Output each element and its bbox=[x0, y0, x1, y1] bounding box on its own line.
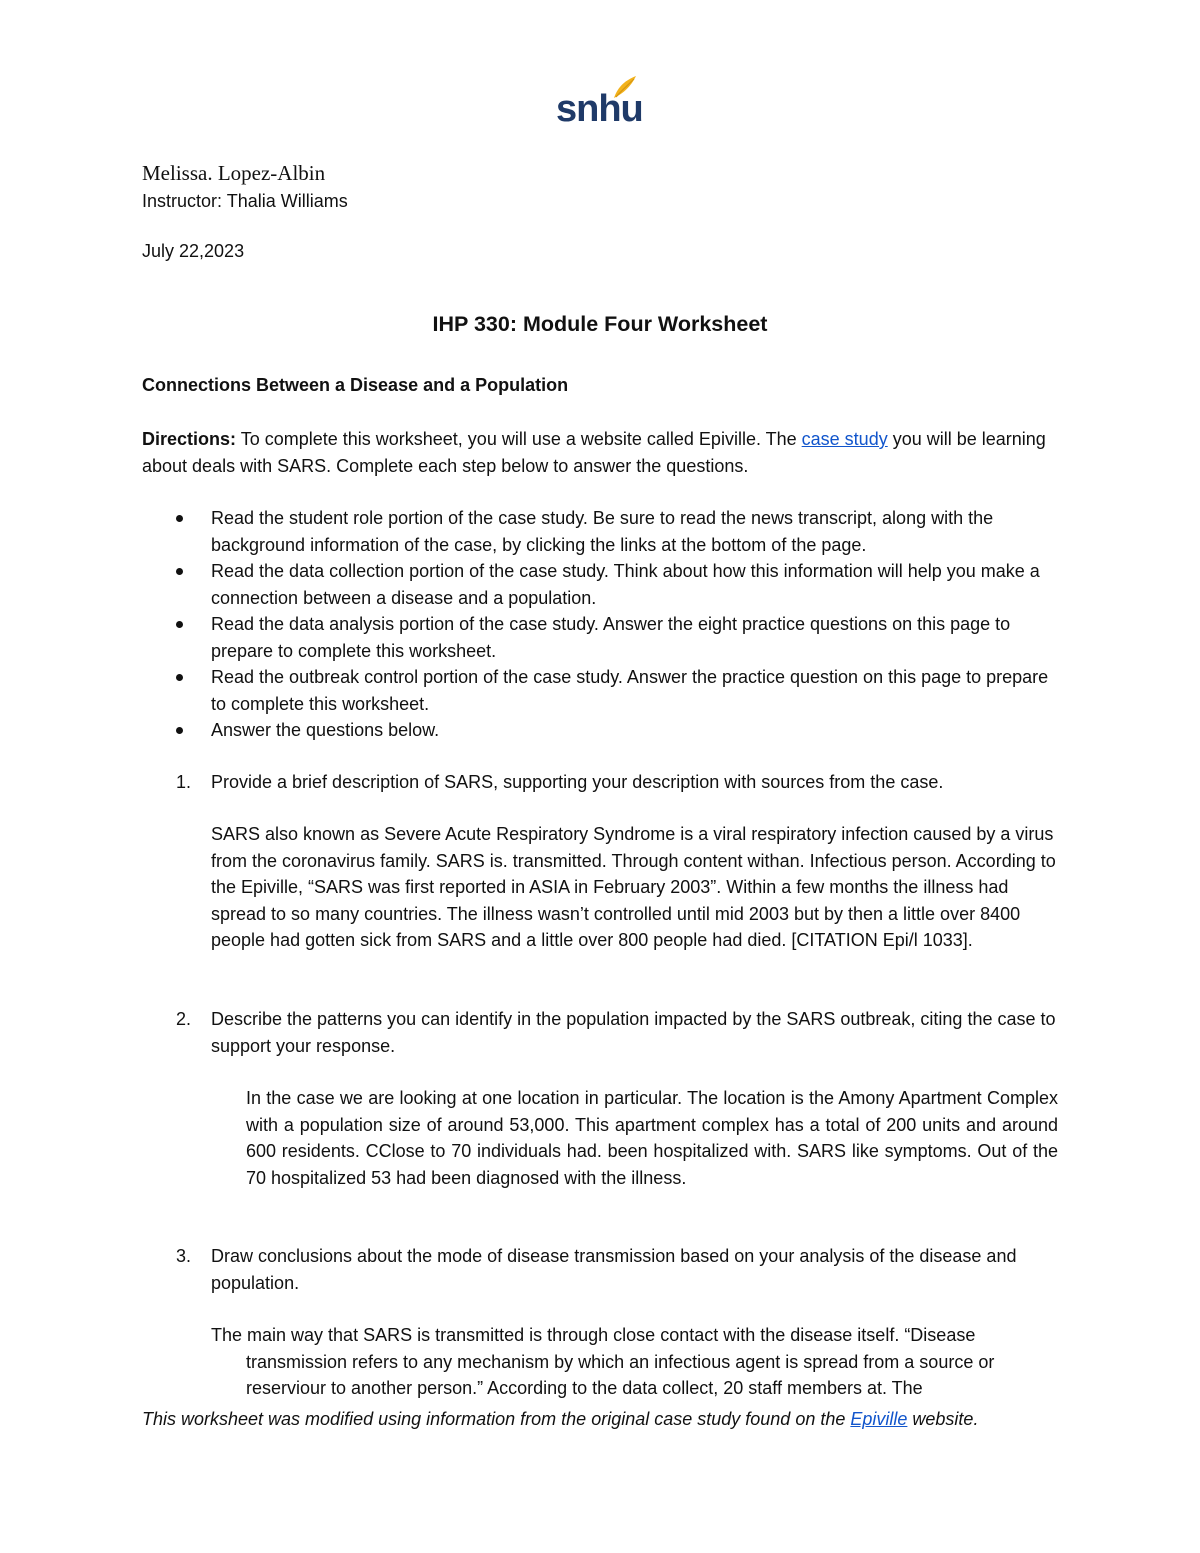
instructor-line: Instructor: Thalia Williams bbox=[142, 191, 348, 211]
answer-3-continuation: transmission refers to any mechanism by which an infectious agent is spread from a source or reserviour to another person.” According to the data collect, 20 staff members at. The bbox=[246, 1351, 995, 1398]
directions-text-2: you will be learning about deals with SARS. Complete each step below to answer the questions. bbox=[142, 429, 1046, 476]
question-prompt: Provide a brief description of SARS, supporting your description with sources from the case. bbox=[211, 772, 944, 792]
question-3 bbox=[142, 1243, 1062, 1296]
logo-text: snhu bbox=[556, 88, 643, 130]
footnote-text-end: website. bbox=[907, 1409, 979, 1429]
directions-paragraph bbox=[142, 426, 1062, 479]
question-prompt: Describe the patterns you can identify in the population impacted by the SARS outbreak, citing the case to support your response. bbox=[211, 1009, 1056, 1056]
list-item: Read the student role portion of the case study. Be sure to read the news transcript, along with the background information of the case, by clicking the links at the bottom of the page. bbox=[142, 505, 1062, 558]
page-title: IHP 330: Module Four Worksheet bbox=[432, 312, 768, 336]
bullet-icon bbox=[176, 621, 183, 628]
bullet-icon bbox=[176, 674, 183, 681]
question-2 bbox=[142, 1006, 1062, 1059]
case-study-link[interactable]: case study bbox=[801, 429, 888, 449]
answer-1: SARS also known as Severe Acute Respiratory Syndrome is a viral respiratory infection caused by a virus from the coronavirus family. SARS is. transmitted. Through content withan. Infectious person. According to the Epiville, “SARS was first reported in ASIA in February 2003”. Within a few months the illness had spread to so many countries. The illness wasn’t controlled until mid 2003 but by then a little over 8400 people had gotten sick from SARS and a little over 800 people had died. [CITATION Epi/l 1033]. bbox=[211, 824, 1056, 950]
footnote bbox=[142, 1404, 1062, 1434]
question-number: 3. bbox=[176, 1246, 192, 1266]
submission-date: July 22,2023 bbox=[142, 241, 245, 261]
list-item: Read the data analysis portion of the case study. Answer the eight practice questions on this page to prepare to complete this worksheet. bbox=[142, 611, 1062, 664]
directions-label: Directions: bbox=[142, 429, 237, 449]
list-item: Read the data collection portion of the case study. Think about how this information will help you make a connection between a disease and a population. bbox=[142, 558, 1062, 611]
question-prompt: Draw conclusions about the mode of disease transmission based on your analysis of the disease and population. bbox=[211, 1246, 1017, 1293]
epiville-link[interactable]: Epiville bbox=[850, 1409, 908, 1429]
bullet-icon bbox=[176, 515, 183, 522]
footnote-text: This worksheet was modified using information from the original case study found on the bbox=[142, 1409, 851, 1429]
bullet-icon bbox=[176, 727, 183, 734]
answer-3 bbox=[211, 1322, 1061, 1402]
bullet-icon bbox=[176, 568, 183, 575]
question-number: 1. bbox=[176, 772, 192, 792]
snhu-logo bbox=[556, 76, 643, 132]
student-name: Melissa. Lopez-Albin bbox=[142, 161, 326, 185]
answer-3-first-line: The main way that SARS is transmitted is through close contact with the disease itself. “Disease bbox=[211, 1325, 976, 1345]
section-heading: Connections Between a Disease and a Population bbox=[142, 375, 569, 395]
question-number: 2. bbox=[176, 1009, 192, 1029]
question-1 bbox=[142, 769, 1062, 796]
answer-2: In the case we are looking at one location in particular. The location is the Amony Apartment Complex with a population size of around 53,000. This apartment complex has a total of 200 units and around 600 residents. CClose to 70 individuals had. been hospitalized with. SARS like symptoms. Out of the 70 hospitalized 53 had been diagnosed with the illness. bbox=[246, 1088, 1058, 1188]
list-item: Answer the questions below. bbox=[142, 717, 1062, 744]
directions-text-1: To complete this worksheet, you will use a website called Epiville. The bbox=[236, 429, 802, 449]
instruction-list bbox=[142, 505, 1062, 744]
list-item: Read the outbreak control portion of the case study. Answer the practice question on this page to prepare to complete this worksheet. bbox=[142, 664, 1062, 717]
